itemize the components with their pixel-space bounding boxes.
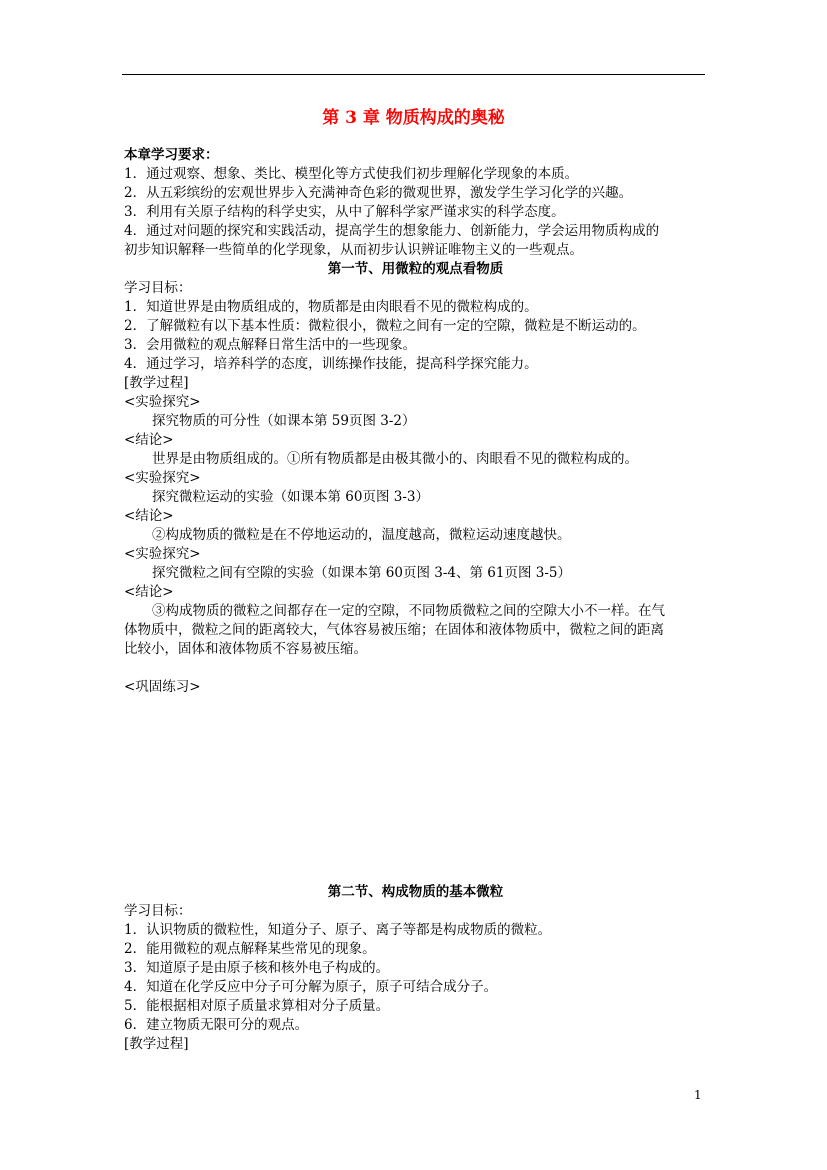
requirement-item: 初步知识解释一些简单的化学现象，从而初步认识辨证唯物主义的一些观点。: [124, 242, 583, 258]
experiment-text: 探究微粒之间有空隙的实验（如课本第 60页图 3-4、第 61页图 3-5）: [152, 565, 572, 581]
conclusion-text: 世界是由物质组成的。①所有物质都是由极其微小的、肉眼看不见的微粒构成的。: [152, 451, 638, 467]
conclusion-text: ③构成物质的微粒之间都存在一定的空隙，不同物质微粒之间的空隙大小不一样。在气: [152, 603, 665, 619]
process-label: [教学过程]: [124, 1036, 189, 1052]
conclusion-label: <结论>: [124, 432, 174, 448]
conclusion-text: 体物质中，微粒之间的距离较大，气体容易被压缩；在固体和液体物质中，微粒之间的距离: [124, 622, 664, 638]
objective-item: 1．知道世界是由物质组成的，物质都是由肉眼看不见的微粒构成的。: [124, 299, 538, 315]
page-number: 1: [694, 1088, 702, 1102]
process-label: [教学过程]: [124, 375, 189, 391]
objective-item: 2．能用微粒的观点解释某些常见的现象。: [124, 941, 376, 957]
header-rule: [122, 74, 705, 75]
objective-item: 4．通过学习，培养科学的态度，训练操作技能，提高科学探究能力。: [124, 356, 538, 372]
section2-title: 第二节、构成物质的基本微粒: [327, 884, 504, 900]
conclusion-label: <结论>: [124, 508, 174, 524]
section1-objectives-heading: 学习目标：: [124, 280, 192, 296]
conclusion-text: 比较小，固体和液体物质不容易被压缩。: [124, 641, 367, 657]
requirement-item: 3．利用有关原子结构的科学史实，从中了解科学家严谨求实的科学态度。: [124, 204, 565, 220]
objective-item: 1．认识物质的微粒性，知道分子、原子、离子等都是构成物质的微粒。: [124, 922, 552, 938]
objective-item: 6．建立物质无限可分的观点。: [124, 1017, 309, 1033]
requirement-item: 2．从五彩缤纷的宏观世界步入充满神奇色彩的微观世界，激发学生学习化学的兴趣。: [124, 185, 633, 201]
objective-item: 5．能根据相对原子质量求算相对分子质量。: [124, 998, 390, 1014]
objective-item: 2．了解微粒有以下基本性质：微粒很小，微粒之间有一定的空隙，微粒是不断运动的。: [124, 318, 646, 334]
section2-objectives-heading: 学习目标：: [124, 903, 192, 919]
requirement-item: 1．通过观察、想象、类比、模型化等方式使我们初步理解化学现象的本质。: [124, 166, 579, 182]
experiment-label: <实验探究>: [124, 470, 201, 486]
conclusion-label: <结论>: [124, 584, 174, 600]
practice-label: <巩固练习>: [124, 679, 201, 695]
requirements-heading: 本章学习要求：: [124, 147, 219, 163]
experiment-label: <实验探究>: [124, 394, 201, 410]
requirement-item: 4．通过对问题的探究和实践活动，提高学生的想象能力、创新能力，学会运用物质构成的: [124, 223, 660, 239]
conclusion-text: ②构成物质的微粒是在不停地运动的，温度越高，微粒运动速度越快。: [152, 527, 571, 543]
objective-item: 4．知道在化学反应中分子可分解为原子，原子可结合成分子。: [124, 979, 498, 995]
chapter-title: 第 3 章 物质构成的奥秘: [322, 108, 505, 128]
experiment-text: 探究物质的可分性（如课本第 59页图 3-2）: [152, 413, 416, 429]
experiment-text: 探究微粒运动的实验（如课本第 60页图 3-3）: [152, 489, 429, 505]
section1-title: 第一节、用微粒的观点看物质: [327, 261, 504, 277]
objective-item: 3．会用微粒的观点解释日常生活中的一些现象。: [124, 337, 417, 353]
objective-item: 3．知道原子是由原子核和核外电子构成的。: [124, 960, 390, 976]
experiment-label: <实验探究>: [124, 546, 201, 562]
